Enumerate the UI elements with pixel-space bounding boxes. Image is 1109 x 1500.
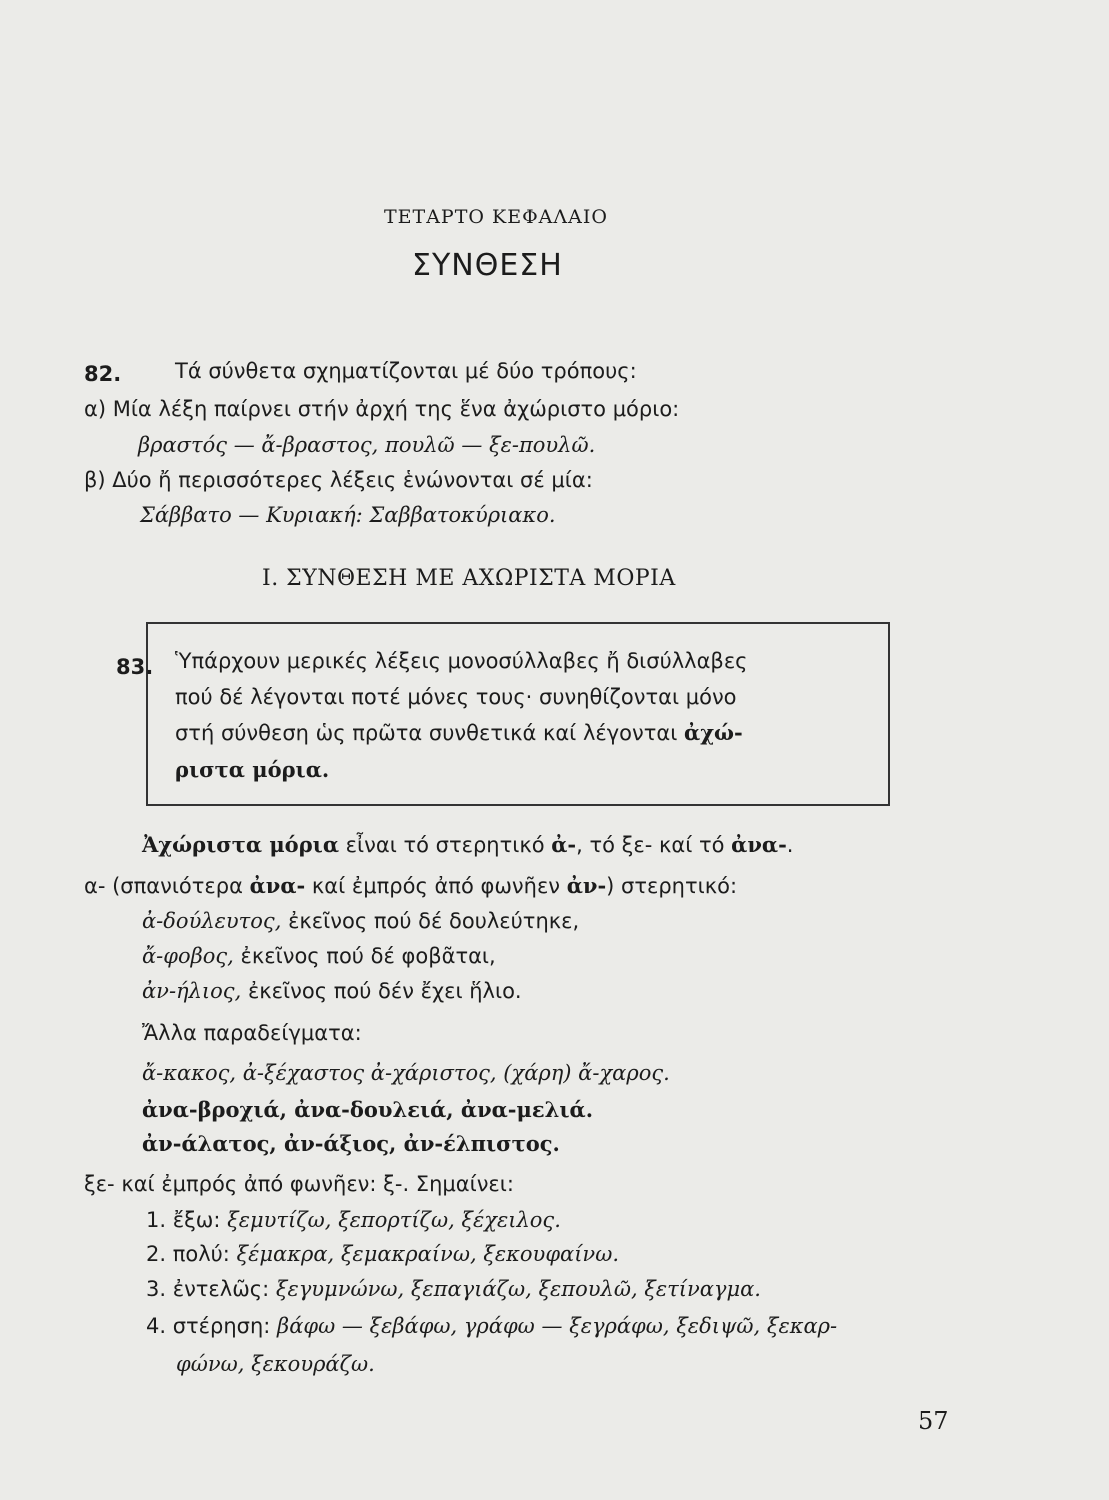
xe-item-3 (146, 1277, 761, 1301)
moria-intro-a: ἀ- (551, 832, 577, 857)
page-number: 57 (918, 1407, 949, 1435)
xe-item-2-examples: ξέμακρα, ξεμακραίνω, ξεκουφαίνω. (236, 1242, 619, 1266)
para83-line4: ριστα μόρια. (175, 757, 330, 782)
example-line-1 (142, 909, 579, 933)
alpha-ana: ἀνα- (249, 873, 306, 898)
xe-item-3-label: 3. ἐντελῶς: (146, 1277, 270, 1301)
para83-line1: Ὑπάρχουν μερικές λέξεις μονοσύλλαβες ἤ δισύλλαβες (175, 649, 748, 673)
xe-item-2-label: 2. πολύ: (146, 1242, 230, 1266)
alpha-mid: καί ἐμπρός ἀπό φωνῆεν (311, 874, 561, 898)
moria-intro-text2: , τό ξε- καί τό (576, 833, 725, 857)
moria-intro-ana: ἀνα- (731, 832, 787, 857)
example-3-word: ἀν-ήλιος, (142, 979, 242, 1003)
para82-a-text: α) Μία λέξη παίρνει στήν ἀρχή της ἕνα ἀχώριστο μόριο: (84, 397, 680, 421)
para83-line3 (175, 720, 743, 745)
alpha-an: ἀν- (566, 873, 607, 898)
paragraph-number-83: 83. (116, 655, 154, 679)
moria-intro-end: . (786, 833, 794, 857)
alpha-privative-line (84, 873, 737, 898)
example-2-gloss: ἐκεῖνος πού δέ φοβᾶται, (240, 944, 496, 968)
xe-item-4-examples: βάφω — ξεβάφω, γράφω — ξεγράφω, ξεδιψῶ, ξεκαρ- (277, 1314, 838, 1338)
xe-item-1-label: 1. ἔξω: (146, 1208, 221, 1232)
xe-item-1-examples: ξεμυτίζω, ξεπορτίζω, ξέχειλος. (227, 1208, 561, 1232)
example-1-word: ἀ-δούλευτος, (142, 909, 282, 933)
moria-intro-term: Ἀχώριστα μόρια (142, 832, 339, 857)
xe-item-4-label: 4. στέρηση: (146, 1314, 271, 1338)
moria-intro-text1: εἶναι τό στερητικό (345, 833, 545, 857)
xe-item-4-continuation: φώνω, ξεκουράζω. (176, 1352, 375, 1376)
alpha-head: α- (σπανιότερα (84, 874, 243, 898)
example-line-2 (142, 944, 496, 968)
other-examples-label: Ἄλλα παραδείγματα: (142, 1021, 362, 1045)
xe-item-1 (146, 1208, 561, 1232)
para83-line3-bold: ἀχώ- (684, 720, 743, 745)
example-2-word: ἄ-φοβος, (142, 944, 234, 968)
xe-item-3-examples: ξεγυμνώνω, ξεπαγιάζω, ξεπουλῶ, ξετίναγμα. (275, 1277, 761, 1301)
other-examples-2: ἀνα-βροχιά, ἀνα-δουλειά, ἀνα-μελιά. (142, 1097, 594, 1122)
xe-item-2 (146, 1242, 619, 1266)
para82-b-text: β) Δύο ἤ περισσότερες λέξεις ἑνώνονται σέ μία: (84, 468, 593, 492)
xe-item-4 (146, 1314, 837, 1338)
example-line-3 (142, 979, 522, 1003)
section-title: Ι. ΣΥΝΘΕΣΗ ΜΕ ΑΧΩΡΙΣΤΑ ΜΟΡΙΑ (262, 566, 676, 591)
para83-line3-text: στή σύνθεση ὡς πρῶτα συνθετικά καί λέγονται (175, 721, 678, 745)
alpha-tail: ) στερητικό: (606, 874, 738, 898)
example-1-gloss: ἐκεῖνος πού δέ δουλεύτηκε, (288, 909, 580, 933)
xe-heading: ξε- καί ἐμπρός ἀπό φωνῆεν: ξ-. Σημαίνει: (84, 1172, 514, 1196)
example-3-gloss: ἐκεῖνος πού δέν ἔχει ἥλιο. (247, 979, 522, 1003)
other-examples-1: ἄ-κακος, ἀ-ξέχαστος ἀ-χάριστος, (χάρη) ἄ-χαρος. (142, 1061, 670, 1085)
para83-line2: πού δέ λέγονται ποτέ μόνες τους· συνηθίζονται μόνο (175, 685, 737, 709)
moria-intro (142, 832, 793, 857)
chapter-title: ΣΥΝΘΕΣΗ (412, 248, 563, 283)
para82-intro: Τά σύνθετα σχηματίζονται μέ δύο τρόπους: (175, 359, 637, 383)
paragraph-number-82: 82. (84, 362, 122, 386)
para82-b-example: Σάββατο — Κυριακή: Σαββατοκύριακο. (140, 503, 556, 527)
para82-a-example: βραστός — ἄ-βραστος, πουλῶ — ξε-πουλῶ. (138, 433, 596, 457)
chapter-label: ΤΕΤΑΡΤΟ ΚΕΦΑΛΑΙΟ (384, 206, 608, 228)
other-examples-3: ἀν-άλατος, ἀν-άξιος, ἀν-έλπιστος. (142, 1131, 560, 1156)
